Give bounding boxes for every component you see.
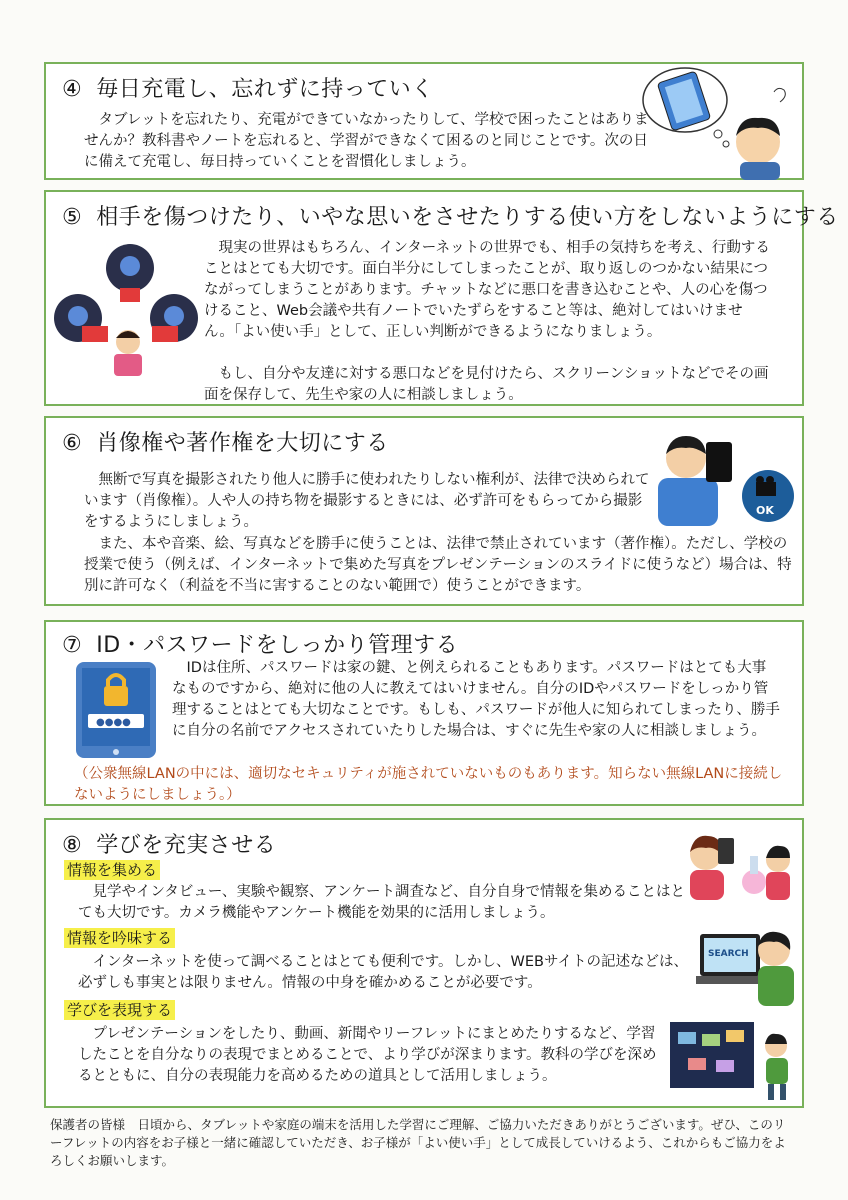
section-number: ④ (62, 77, 83, 102)
section-number: ⑤ (62, 205, 83, 230)
section-4-title (62, 72, 434, 103)
online-bullying-illustration (52, 238, 200, 378)
forgotten-tablet-illustration (640, 62, 800, 180)
section-heading: ID・パスワードをしっかり管理する (96, 633, 459, 658)
section-8-title (62, 828, 276, 859)
section-number: ⑦ (62, 633, 83, 658)
section-number: ⑧ (62, 833, 83, 858)
section-heading: 毎日充電し、忘れずに持っていく (96, 77, 434, 102)
section-8-body-2: インターネットを使って調べることはとても便利です。しかし、WEBサイトの記述などは、必ずしも事実とは限りません。情報の中身を確かめることが必要です。 (78, 954, 688, 991)
section-8-body-1: 見学やインタビュー、実験や観察、アンケート調査など、自分自身で情報を集めることはとても大切です。カメラ機能やアンケート機能を効果的に活用しましょう。 (78, 884, 685, 921)
parent-message: 保護者の皆様 日頃から、タブレットや家庭の端末を活用した学習にご理解、ご協力いただきありがとうございます。ぜひ、このリーフレットの内容をお子様と一緒に確認していただき、お子様が「よい使い手」として成長していけるよう、これからもご協力をよろしくお願いします。 (50, 1117, 786, 1168)
section-5-body-2: もし、自分や友達に対する悪口などを見付けたら、スクリーンショットなどでその画面を保存して、先生や家の人に相談しましょう。 (204, 366, 769, 403)
locked-tablet-illustration (74, 660, 158, 760)
password-mask: ●●●● (96, 717, 131, 728)
section-6-body-2: また、本や音楽、絵、写真などを勝手に使うことは、法律で禁止されています（著作権）。ただし、学校の授業で使う（例えば、インターネットで集めた写真をプレゼンテーションのスライドに使うなど）場合は、特別に許可なく（利益を不当に害することのない範囲で）使うことができます。 (84, 536, 792, 594)
section-6-title (62, 426, 389, 457)
section-7-warning: （公衆無線LANの中には、適切なセキュリティが施されていないものもあります。知らない無線LANに接続しないようにしましょう。） (74, 766, 783, 803)
presentation-illustration (668, 1018, 798, 1104)
subheading-express-learning: 学びを表現する (64, 1000, 175, 1020)
section-6-body-1: 無断で写真を撮影されたり他人に勝手に使われたりしない権利が、法律で決められています（肖像権）。人や人の持ち物を撮影するときには、必ず許可をもらってから撮影をするようにしましょう。 (84, 472, 650, 530)
web-search-illustration (696, 924, 796, 1010)
section-8-body-3: プレゼンテーションをしたり、動画、新聞やリーフレットにまとめたりするなど、学習したことを自分なりの表現でまとめることで、より学びが深まります。教科の学びを深めるとともに、自分の表現能力を高めるための道具として活用しましょう。 (78, 1026, 657, 1084)
ok-label: OK (756, 504, 774, 517)
section-5-title (62, 200, 839, 231)
section-7-body: IDは住所、パスワードは家の鍵、と例えられることもあります。パスワードはとても大事なものですから、絶対に他の人に教えてはいけません。自分のIDやパスワードをしっかり管理することはとても大切なことです。もしも、パスワードが他人に知られてしまったり、勝手に自分の名前でアクセスされていたりした場合は、すぐに先生や家の人に相談しましょう。 (172, 660, 780, 739)
section-heading: 学びを充実させる (96, 833, 277, 858)
search-label: SEARCH (708, 949, 749, 959)
photo-permission-illustration (650, 428, 800, 528)
section-5-body-1: 現実の世界はもちろん、インターネットの世界でも、相手の気持ちを考え、行動することはとても大切です。面白半分にしてしまったことが、取り返しのつかない結果につながってしまうことがあります。チャットなどに悪口を書き込むことや、人の心を傷つけること、Web会議や共有ノートでいたずらをすること等は、絶対してはいけません。「よい使い手」として、正しい判断ができるようになりましょう。 (204, 240, 770, 340)
experiment-illustration (678, 826, 798, 900)
section-number: ⑥ (62, 431, 83, 456)
section-7-title (62, 628, 458, 659)
subheading-collect-info: 情報を集める (64, 860, 160, 880)
section-4-body: タブレットを忘れたり、充電ができていなかったりして、学校で困ったことはありませんか？教科書やノートを忘れると、学習ができなくて困るのと同じことです。次の日に備えて充電し、毎日持っていくことを習慣化しましょう。 (84, 112, 649, 170)
section-heading: 肖像権や著作権を大切にする (96, 431, 389, 456)
section-heading: 相手を傷つけたり、いやな思いをさせたりする使い方をしないようにする (96, 205, 839, 230)
subheading-examine-info: 情報を吟味する (64, 928, 175, 948)
